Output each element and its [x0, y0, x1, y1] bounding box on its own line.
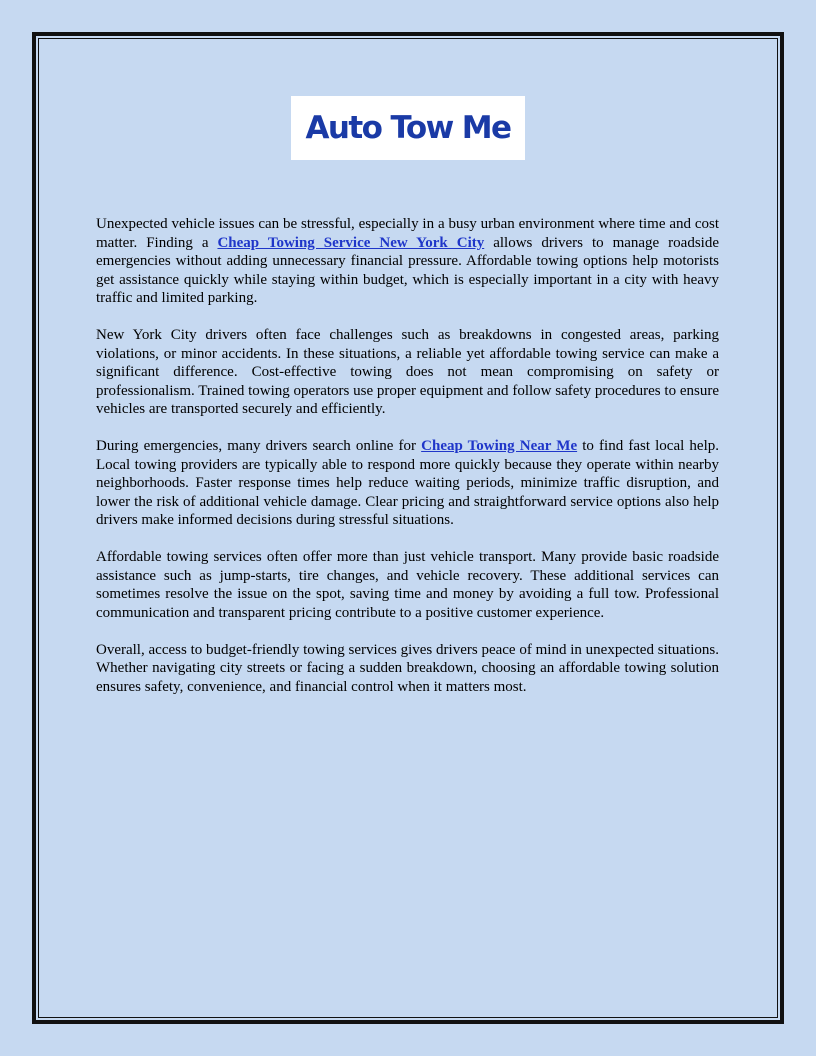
paragraph-1	[96, 215, 719, 308]
paragraph-1-text-before: Unexpected vehicle issues can be stressful, especially in a busy urban environment where time and cost matter. Finding a	[96, 216, 719, 251]
paragraph-4: Affordable towing services often offer more than just vehicle transport. Many provide basic roadside assistance such as jump-starts, tire changes, and vehicle recovery. These additional services can sometimes resolve the issue on the spot, saving time and money by avoiding a full tow. Professional communication and transparent pricing contribute to a positive customer experience.	[96, 549, 719, 621]
paragraph-1-text-after: allows drivers to manage roadside emergencies without adding unnecessary financial pressure. Affordable towing options help motorists get assistance quickly while staying within budget, which is especially important in a city with heavy traffic and limited parking.	[96, 234, 719, 306]
logo	[291, 96, 525, 160]
article-body	[96, 215, 719, 715]
paragraph-2: New York City drivers often face challenges such as breakdowns in congested areas, parking violations, or minor accidents. In these situations, a reliable yet affordable towing service can make a significant difference. Cost-effective towing does not mean compromising on safety or professionalism. Trained towing operators use proper equipment and follow safety procedures to ensure vehicles are transported securely and efficiently.	[96, 327, 719, 417]
logo-text: Auto Tow Me	[305, 109, 511, 146]
paragraph-3-text-after: to find fast local help. Local towing providers are typically able to respond more quickly because they operate within nearby neighborhoods. Faster response times help reduce waiting periods, minimize traffic disruption, and lower the risk of additional vehicle damage. Clear pricing and straightforward service options also help drivers make informed decisions during stressful situations.	[96, 438, 719, 528]
paragraph-3	[96, 437, 719, 530]
link-cheap-towing-service-nyc[interactable]: Cheap Towing Service New York City	[217, 234, 485, 251]
paragraph-3-text-before: During emergencies, many drivers search online for	[96, 438, 422, 454]
link-cheap-towing-near-me[interactable]: Cheap Towing Near Me	[421, 438, 578, 454]
paragraph-5: Overall, access to budget-friendly towing services gives drivers peace of mind in unexpected situations. Whether navigating city streets or facing a sudden breakdown, choosing an affordable towing solution ensures safety, convenience, and financial control when it matters most.	[96, 641, 719, 695]
